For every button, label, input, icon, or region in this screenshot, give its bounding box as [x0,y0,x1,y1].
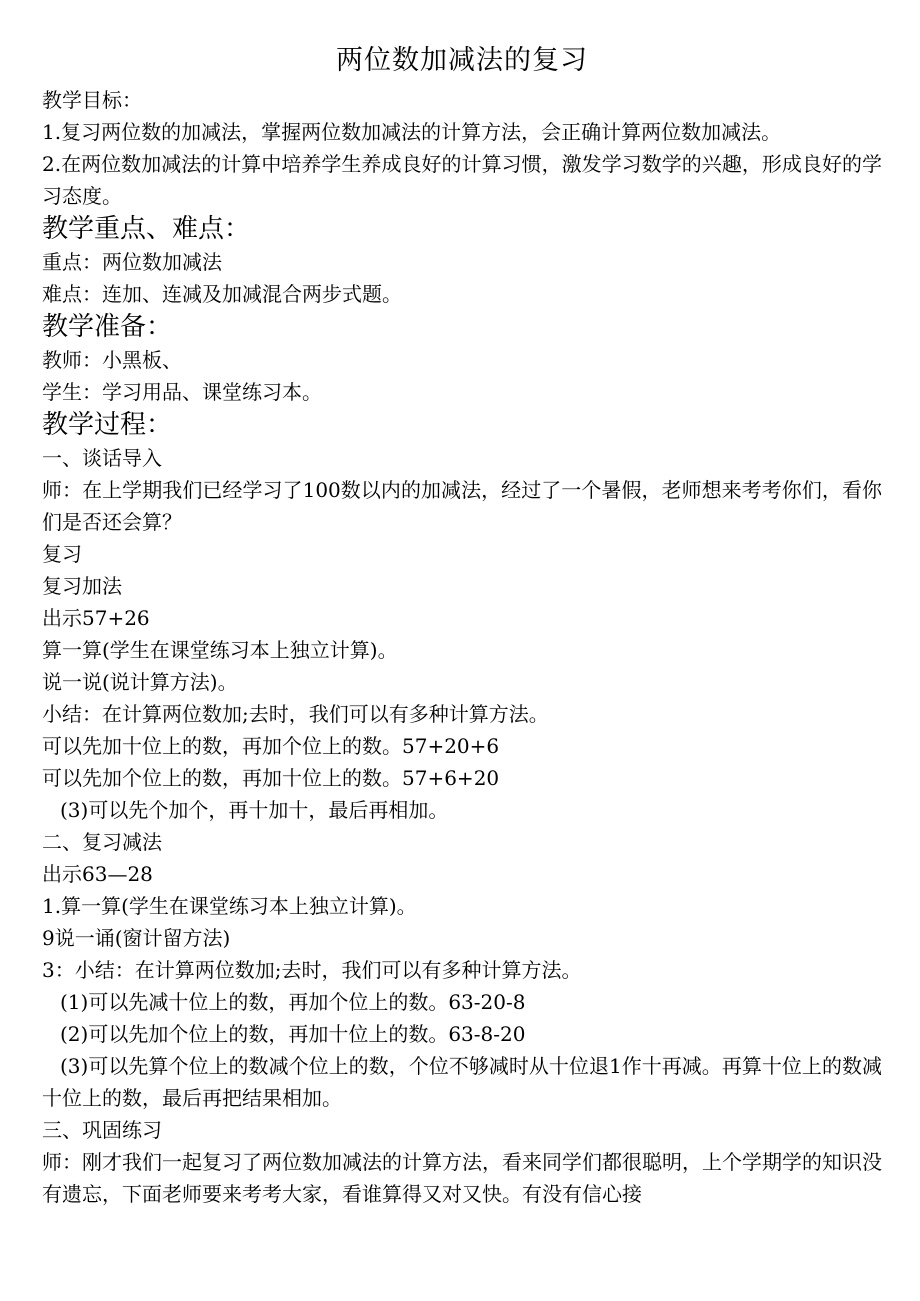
objective-1: 1.复习两位数的加减法，掌握两位数加减法的计算方法，会正确计算两位数加减法。 [42,120,782,144]
objective-2: 2.在两位数加减法的计算中培养学生养成良好的计算习惯，激发学习数学的兴趣，形成良好的学习态度。 [42,152,882,208]
prep-heading: 教学准备： [42,312,173,342]
keypoint-text: 重点：两位数加减法 [42,250,222,274]
document-title: 两位数加减法的复习 [336,45,588,76]
review-add-label: 复习加法 [42,574,122,598]
show-sub-problem: 出示63—28 [42,862,153,886]
section-1-heading: 一、谈话导入 [42,446,162,470]
calc-add-step: 算一算(学生在课堂练习本上独立计算)。 [42,638,398,662]
document-page [42,44,882,1210]
summary-sub: 3：小结：在计算两位数加;去时，我们可以有多种计算方法。 [42,958,582,982]
keypoints-heading: 教学重点、难点： [42,214,251,244]
section-3-heading: 三、巩固练习 [42,1118,162,1142]
teacher-practice: 师：刚才我们一起复习了两位数加减法的计算方法，看来同学们都很聪明，上个学期学的知识没有遗忘，下面老师要来考考大家，看谁算得又对又快。有没有信心接 [42,1150,882,1206]
add-method-3: (3)可以先个加个，再十加十，最后再相加。 [60,798,449,822]
sub-method-2: (2)可以先加个位上的数，再加十位上的数。63-8-20 [60,1022,526,1046]
review-label: 复习 [42,542,82,566]
sub-method-1: (1)可以先减十位上的数，再加个位上的数。63-20-8 [60,990,526,1014]
difficulty-text: 难点：连加、连减及加减混合两步式题。 [42,282,402,306]
prep-student: 学生：学习用品、课堂练习本。 [42,380,322,404]
show-add-problem: 出示57+26 [42,606,150,630]
teacher-intro: 师：在上学期我们已经学习了100数以内的加减法，经过了一个暑假，老师想来考考你们，看你们是否还会算？ [42,478,882,534]
say-add-step: 说一说(说计算方法)。 [42,670,238,694]
say-sub-step: 9说一诵(窗计留方法) [42,926,231,950]
objectives-heading: 教学目标： [42,88,142,112]
section-2-heading: 二、复习减法 [42,830,162,854]
calc-sub-step: 1.算一算(学生在课堂练习本上独立计算)。 [42,894,417,918]
process-heading: 教学过程： [42,410,173,440]
summary-add: 小结：在计算两位数加;去时，我们可以有多种计算方法。 [42,702,549,726]
prep-teacher: 教师：小黑板、 [42,348,182,372]
sub-method-3: (3)可以先算个位上的数减个位上的数，个位不够减时从十位退1作十再减。再算十位上的数减十位上的数，最后再把结果相加。 [42,1054,882,1110]
add-method-1: 可以先加十位上的数，再加个位上的数。57+20+6 [42,734,500,758]
add-method-2: 可以先加个位上的数，再加十位上的数。57+6+20 [42,766,500,790]
